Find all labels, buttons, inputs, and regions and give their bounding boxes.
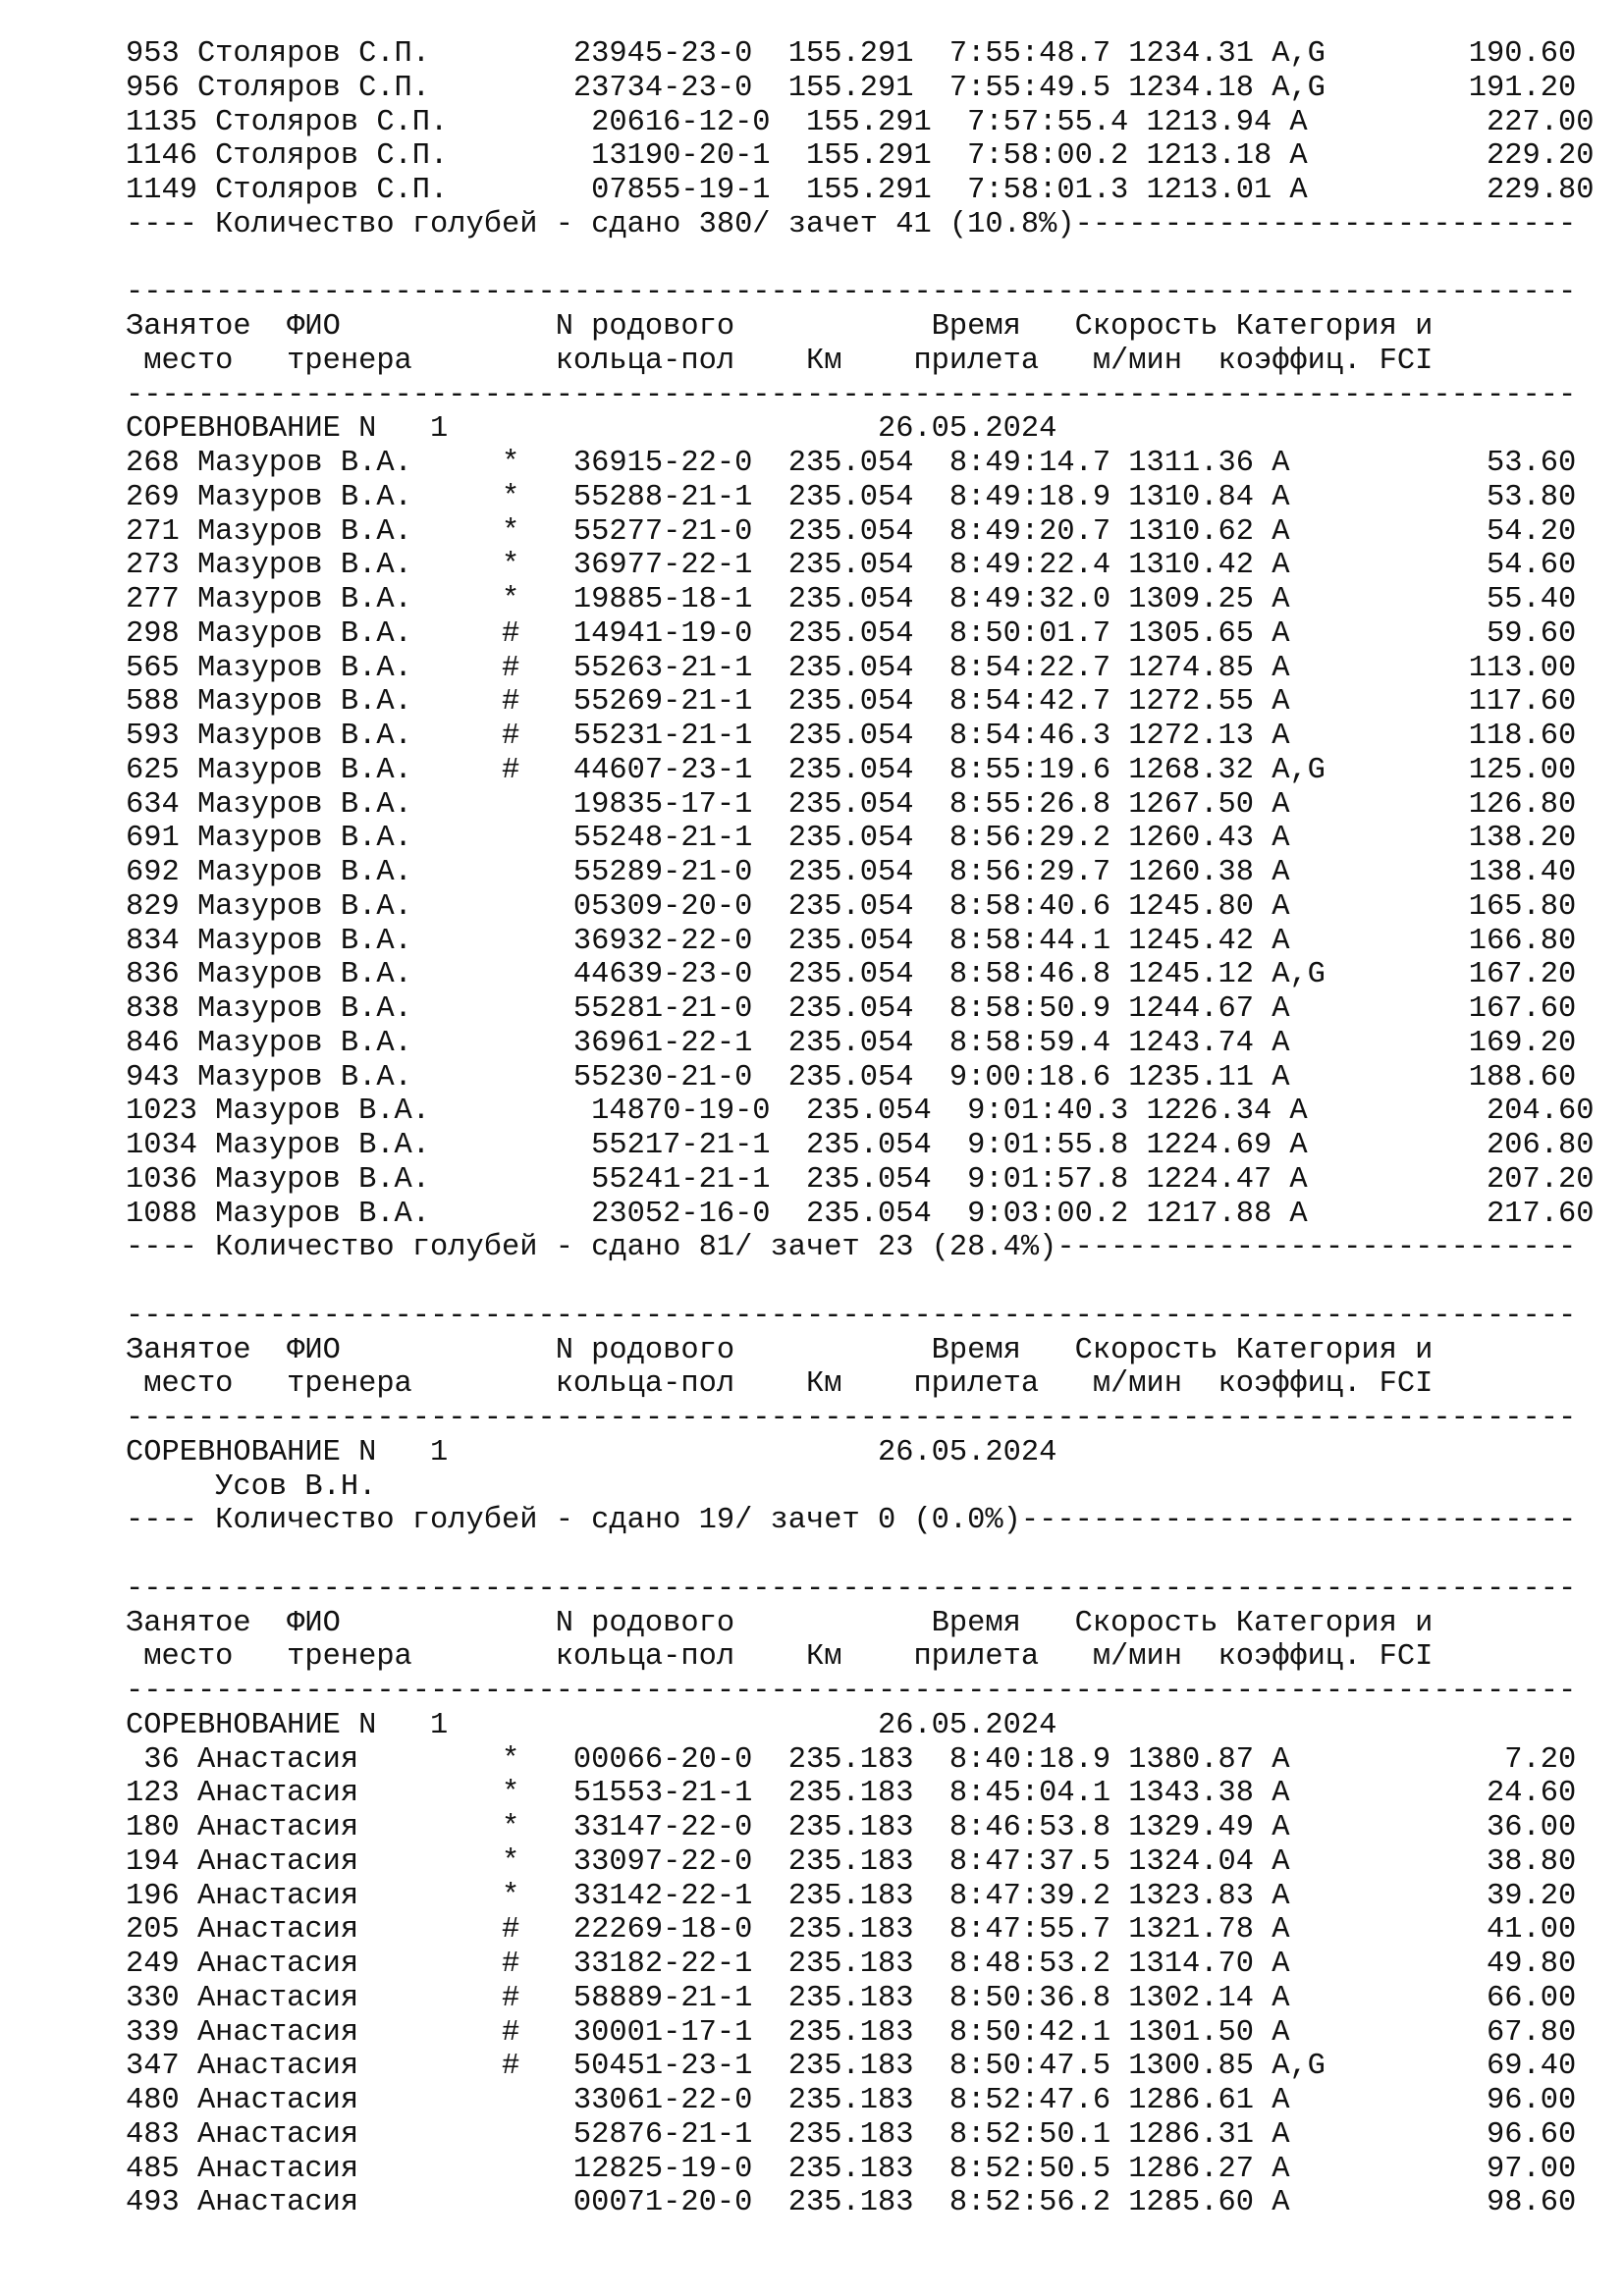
table-row: 347 Анастасия # 50451-23-1 235.183 8:50:47.5 1300.85 A,G 69.40 <box>126 2050 1577 2084</box>
separator-line: --------------------------------------------------------------------------------- <box>126 1572 1577 1606</box>
table-row: 836 Мазуров В.А. 44639-23-0 235.054 8:58:46.8 1245.12 A,G 167.20 <box>126 958 1577 992</box>
table-row: 298 Мазуров В.А. # 14941-19-0 235.054 8:50:01.7 1305.65 A 59.60 <box>126 616 1577 651</box>
table-row: 269 Мазуров В.А. * 55288-21-1 235.054 8:49:18.9 1310.84 A 53.80 <box>126 480 1577 514</box>
trainer-name: Усов В.Н. <box>126 1469 377 1504</box>
separator-line: --------------------------------------------------------------------------------- <box>126 1675 1577 1708</box>
table-row: 956 Столяров С.П. 23734-23-0 155.291 7:55:49.5 1234.18 A,G 191.20 <box>126 71 1577 105</box>
table-row: 268 Мазуров В.А. * 36915-22-0 235.054 8:49:14.7 1311.36 A 53.60 <box>126 447 1577 480</box>
blank-line <box>126 1265 1594 1300</box>
table-row: 1146 Столяров С.П. 13190-20-1 155.291 7:58:00.2 1213.18 A 229.20 <box>126 139 1595 174</box>
table-row: 634 Мазуров В.А. 19835-17-1 235.054 8:55:26.8 1267.50 A 126.80 <box>126 787 1577 822</box>
column-header-line-1: Занятое ФИО N родового Время Скорость Категория и <box>126 1606 1434 1640</box>
table-row: 123 Анастасия * 51553-21-1 235.183 8:45:04.1 1343.38 A 24.60 <box>126 1777 1577 1811</box>
separator-line: --------------------------------------------------------------------------------- <box>126 1299 1577 1333</box>
competition-header: СОРЕВНОВАНИЕ N 1 26.05.2024 <box>126 1435 1057 1469</box>
table-row: 194 Анастасия * 33097-22-0 235.183 8:47:37.5 1324.04 A 38.80 <box>126 1844 1577 1879</box>
table-row: 249 Анастасия # 33182-22-1 235.183 8:48:53.2 1314.70 A 49.80 <box>126 1948 1577 1981</box>
table-row: 493 Анастасия 00071-20-0 235.183 8:52:56.2 1285.60 A 98.60 <box>126 2186 1577 2220</box>
table-row: 277 Мазуров В.А. * 19885-18-1 235.054 8:49:32.0 1309.25 A 55.40 <box>126 583 1577 616</box>
results-document <box>126 37 1594 2220</box>
separator-line: --------------------------------------------------------------------------------- <box>126 1402 1577 1435</box>
column-header-line-2: место тренера кольца-пол Км прилета м/мин коэффиц. FCI <box>126 1640 1434 1675</box>
table-row: 1149 Столяров С.П. 07855-19-1 155.291 7:58:01.3 1213.01 A 229.80 <box>126 174 1595 207</box>
table-row: 480 Анастасия 33061-22-0 235.183 8:52:47.6 1286.61 A 96.00 <box>126 2084 1577 2117</box>
blank-line <box>126 1538 1594 1573</box>
table-row: 1023 Мазуров В.А. 14870-19-0 235.054 9:01:40.3 1226.34 A 204.60 <box>126 1095 1595 1129</box>
table-row: 1135 Столяров С.П. 20616-12-0 155.291 7:57:55.4 1213.94 A 227.00 <box>126 105 1595 139</box>
table-row: 691 Мазуров В.А. 55248-21-1 235.054 8:56:29.2 1260.43 A 138.20 <box>126 822 1577 856</box>
table-row: 205 Анастасия # 22269-18-0 235.183 8:47:55.7 1321.78 A 41.00 <box>126 1913 1577 1948</box>
table-row: 1034 Мазуров В.А. 55217-21-1 235.054 9:01:55.8 1224.69 A 206.80 <box>126 1129 1595 1162</box>
table-row: 1036 Мазуров В.А. 55241-21-1 235.054 9:01:57.8 1224.47 A 207.20 <box>126 1162 1595 1197</box>
table-row: 273 Мазуров В.А. * 36977-22-1 235.054 8:49:22.4 1310.42 A 54.60 <box>126 549 1577 583</box>
column-header-line-2: место тренера кольца-пол Км прилета м/мин коэффиц. FCI <box>126 344 1434 378</box>
table-row: 330 Анастасия # 58889-21-1 235.183 8:50:36.8 1302.14 A 66.00 <box>126 1981 1577 2015</box>
table-row: 943 Мазуров В.А. 55230-21-0 235.054 9:00:18.6 1235.11 A 188.60 <box>126 1060 1577 1095</box>
table-row: 36 Анастасия * 00066-20-0 235.183 8:40:18.9 1380.87 A 7.20 <box>126 1742 1577 1777</box>
table-row: 1088 Мазуров В.А. 23052-16-0 235.054 9:03:00.2 1217.88 A 217.60 <box>126 1197 1595 1231</box>
blank-line <box>126 242 1594 277</box>
table-row: 565 Мазуров В.А. # 55263-21-1 235.054 8:54:22.7 1274.85 A 113.00 <box>126 651 1577 685</box>
table-row: 692 Мазуров В.А. 55289-21-0 235.054 8:56:29.7 1260.38 A 138.40 <box>126 856 1577 889</box>
summary-line: ---- Количество голубей - сдано 19/ зачет 0 (0.0%)------------------------------- <box>126 1504 1577 1538</box>
separator-line: --------------------------------------------------------------------------------- <box>126 378 1577 412</box>
column-header-line-2: место тренера кольца-пол Км прилета м/мин коэффиц. FCI <box>126 1367 1434 1402</box>
column-header-line-1: Занятое ФИО N родового Время Скорость Категория и <box>126 310 1434 344</box>
competition-header: СОРЕВНОВАНИЕ N 1 26.05.2024 <box>126 412 1057 447</box>
table-row: 838 Мазуров В.А. 55281-21-0 235.054 8:58:50.9 1244.67 A 167.60 <box>126 992 1577 1026</box>
table-row: 483 Анастасия 52876-21-1 235.183 8:52:50.1 1286.31 A 96.60 <box>126 2117 1577 2152</box>
table-row: 834 Мазуров В.А. 36932-22-0 235.054 8:58:44.1 1245.42 A 166.80 <box>126 924 1577 958</box>
competition-header: СОРЕВНОВАНИЕ N 1 26.05.2024 <box>126 1708 1057 1742</box>
table-row: 196 Анастасия * 33142-22-1 235.183 8:47:39.2 1323.83 A 39.20 <box>126 1879 1577 1913</box>
column-header-line-1: Занятое ФИО N родового Время Скорость Категория и <box>126 1333 1434 1367</box>
summary-line: ---- Количество голубей - сдано 81/ зачет 23 (28.4%)----------------------------- <box>126 1231 1577 1265</box>
summary-line: ---- Количество голубей - сдано 380/ зачет 41 (10.8%)---------------------------- <box>126 207 1577 241</box>
table-row: 846 Мазуров В.А. 36961-22-1 235.054 8:58:59.4 1243.74 A 169.20 <box>126 1026 1577 1060</box>
table-row: 180 Анастасия * 33147-22-0 235.183 8:46:53.8 1329.49 A 36.00 <box>126 1811 1577 1844</box>
table-row: 829 Мазуров В.А. 05309-20-0 235.054 8:58:40.6 1245.80 A 165.80 <box>126 889 1577 924</box>
table-row: 953 Столяров С.П. 23945-23-0 155.291 7:55:48.7 1234.31 A,G 190.60 <box>126 37 1577 71</box>
table-row: 625 Мазуров В.А. # 44607-23-1 235.054 8:55:19.6 1268.32 A,G 125.00 <box>126 753 1577 787</box>
separator-line: --------------------------------------------------------------------------------- <box>126 276 1577 310</box>
table-row: 271 Мазуров В.А. * 55277-21-0 235.054 8:49:20.7 1310.62 A 54.20 <box>126 514 1577 549</box>
table-row: 593 Мазуров В.А. # 55231-21-1 235.054 8:54:46.3 1272.13 A 118.60 <box>126 720 1577 753</box>
table-row: 588 Мазуров В.А. # 55269-21-1 235.054 8:54:42.7 1272.55 A 117.60 <box>126 685 1577 720</box>
table-row: 339 Анастасия # 30001-17-1 235.183 8:50:42.1 1301.50 A 67.80 <box>126 2015 1577 2050</box>
table-row: 485 Анастасия 12825-19-0 235.183 8:52:50.5 1286.27 A 97.00 <box>126 2152 1577 2186</box>
